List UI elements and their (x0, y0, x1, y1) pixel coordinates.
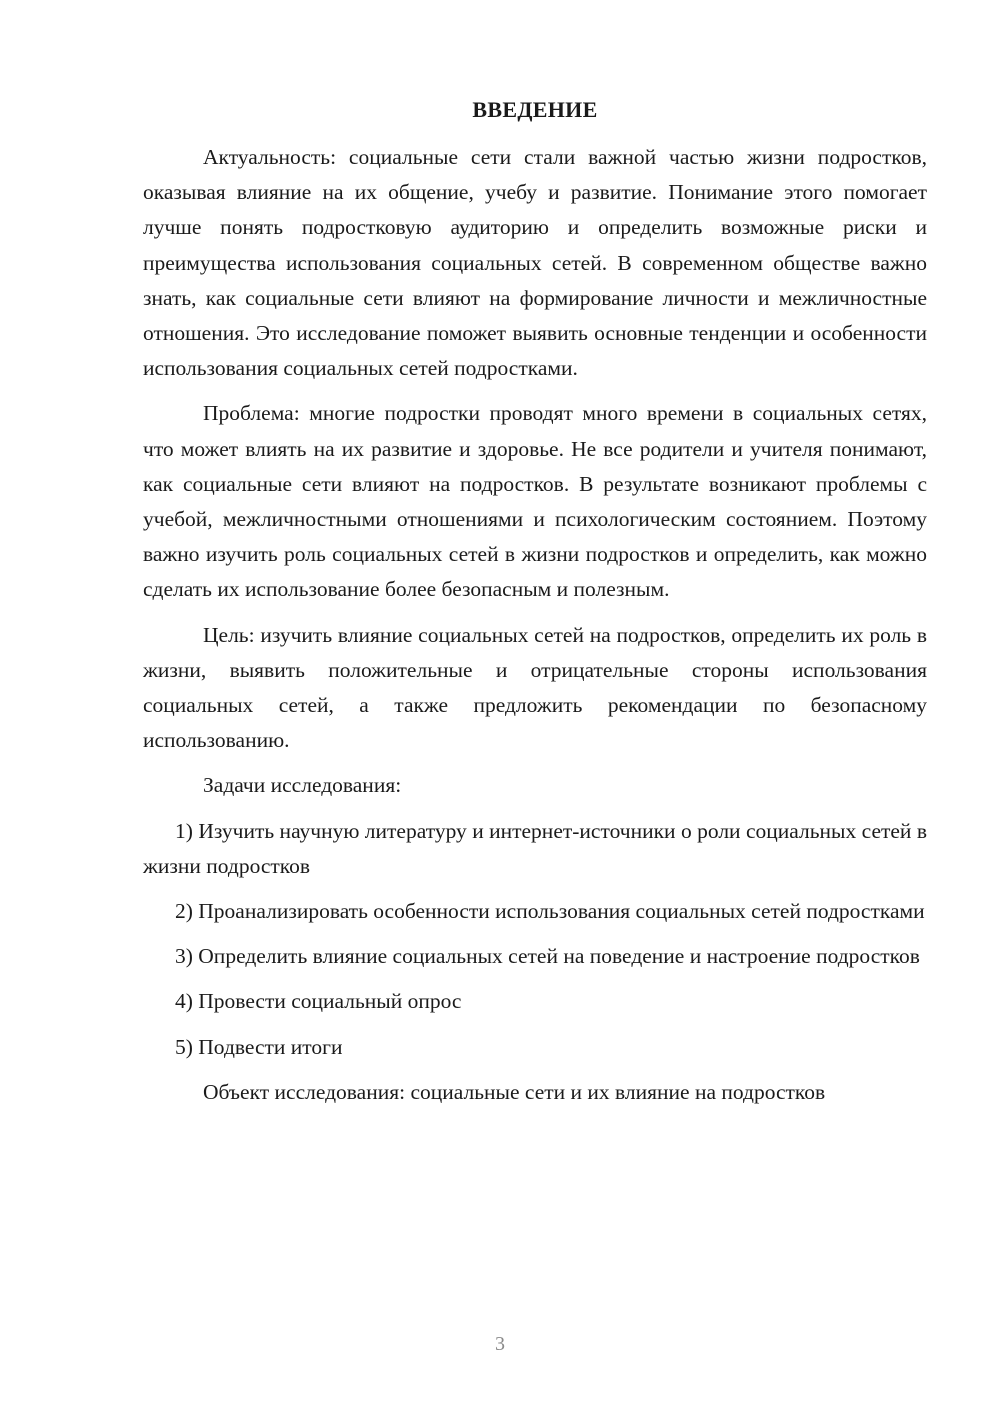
task-item: 3) Определить влияние социальных сетей на поведение и настроение подростков (175, 944, 920, 969)
problem-paragraph: Проблема: многие подростки проводят много времени в социальных сетях, что может влиять на их развитие и здоровье. Не все родители и учителя понимают, как социальные сети влияют на подростков. В результате возникают проблемы с учебой, межличностными отношениями и психологическим состоянием. Поэтому важно изучить роль социальных сетей в жизни подростков и определить, как можно сделать их использование более безопасным и полезным. (143, 401, 927, 602)
page-number: 3 (495, 1333, 505, 1355)
body-text (143, 140, 927, 1120)
task-item: 1) Изучить научную литературу и интернет-источники о роли социальных сетей в жизни подростков (143, 818, 927, 878)
task-item: 2) Проанализировать особенности использования социальных сетей подростками (175, 899, 925, 924)
task-item: 5) Подвести итоги (175, 1034, 343, 1059)
tasks-title: Задачи исследования: (203, 773, 402, 798)
relevance-paragraph: Актуальность: социальные сети стали важной частью жизни подростков, оказывая влияние на их общение, учебу и развитие. Понимание этого помогает лучше понять подростковую аудиторию и определить возможные риски и преимущества использования социальных сетей. В современном обществе важно знать, как социальные сети влияют на формирование личности и межличностные отношения. Это исследование поможет выявить основные тенденции и особенности использования социальных сетей подростками. (143, 145, 927, 381)
section-heading: ВВЕДЕНИЕ (472, 97, 598, 122)
object-paragraph: Объект исследования: социальные сети и их влияние на подростков (203, 1079, 826, 1104)
task-item: 4) Провести социальный опрос (175, 989, 462, 1014)
goal-paragraph: Цель: изучить влияние социальных сетей на подростков, определить их роль в жизни, выявить положительные и отрицательные стороны использования социальных сетей, а также предложить рекомендации по безопасному использованию. (143, 622, 927, 753)
